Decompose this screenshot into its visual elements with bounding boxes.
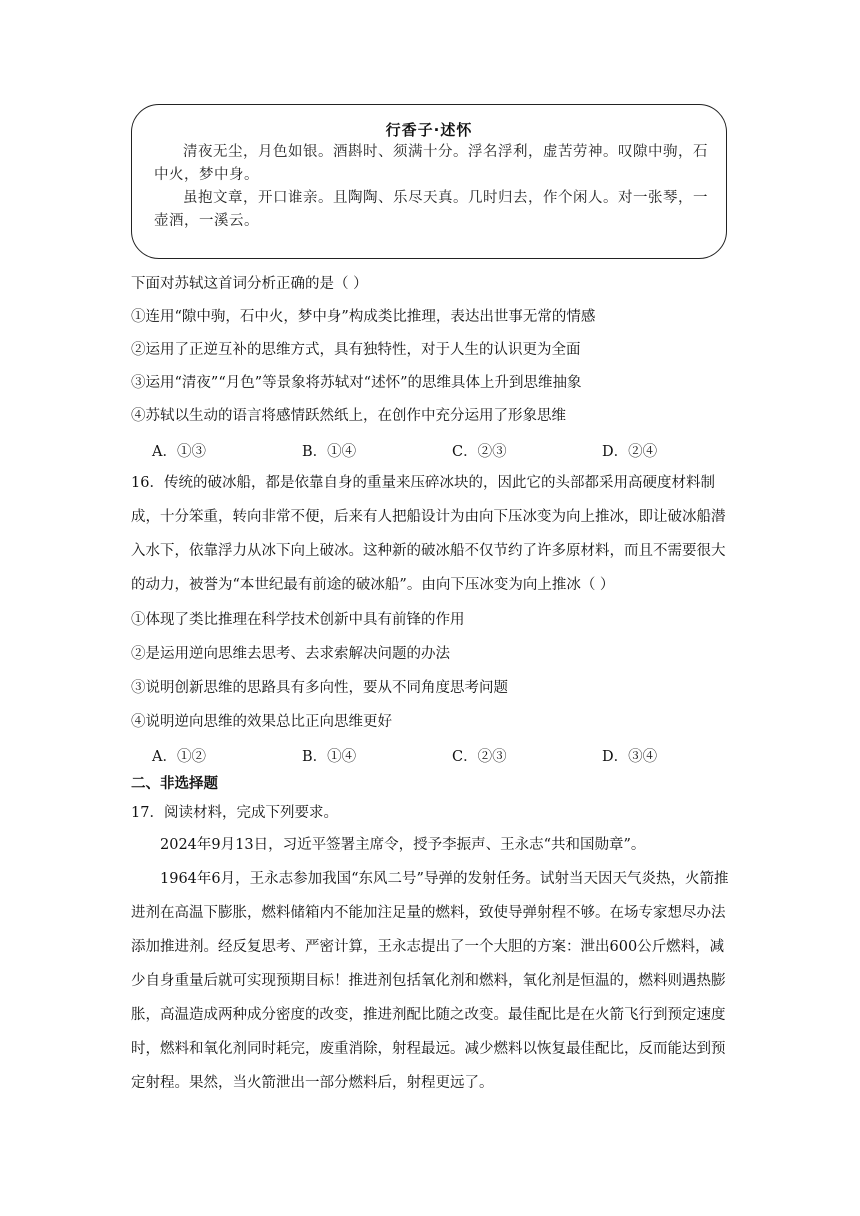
poem-stanza-1: 清夜无尘，月色如银。酒斟时、须满十分。浮名浮利，虚苦劳神。叹隙中驹，石中火，梦中身。 bbox=[154, 144, 708, 183]
poem-title: 行香子·述怀 bbox=[385, 121, 473, 139]
q15-option-b: B．①④ bbox=[302, 444, 357, 460]
q16-options bbox=[152, 745, 752, 766]
q15-options bbox=[152, 440, 752, 461]
q16-option-a: A．①② bbox=[152, 749, 206, 765]
q15-stem: 下面对苏轼这首词分析正确的是（ ） bbox=[131, 276, 368, 292]
q17-paragraph-1: 2024年9月13日，习近平签署主席令，授予李振声、王永志“共和国勋章”。 bbox=[160, 837, 646, 853]
section-heading: 二、非选择题 bbox=[131, 776, 218, 792]
q15-option-d: D．②④ bbox=[602, 444, 658, 460]
poem-text bbox=[154, 141, 708, 233]
q16-stem-block bbox=[131, 466, 731, 602]
q16-item-3: ③说明创新思维的思路具有多向性，要从不同角度思考问题 bbox=[131, 680, 508, 696]
q17-stem: 17．阅读材料，完成下列要求。 bbox=[131, 805, 338, 821]
q15-option-c: C．②③ bbox=[452, 444, 507, 460]
q16-item-2: ②是运用逆向思维去思考、去求索解决问题的办法 bbox=[131, 646, 450, 662]
q15-item-3: ③运用“清夜”“月色”等景象将苏轼对“述怀”的思维具体上升到思维抽象 bbox=[131, 375, 582, 391]
q15-item-2: ②运用了正逆互补的思维方式，具有独特性，对于人生的认识更为全面 bbox=[131, 342, 581, 358]
q15-item-1: ①连用“隙中驹，石中火，梦中身”构成类比推理，表达出世事无常的情感 bbox=[131, 309, 596, 325]
q17-paragraph-2: 1964年6月，王永志参加我国“东风二号”导弹的发射任务。试射当天因天气炎热，火箭推进剂在高温下膨胀，燃料储箱内不能加注足量的燃料，致使导弹射程不够。在场专家想尽办法添加推进剂。经反复思考、严密计算，王永志提出了一个大胆的方案：泄出600公斤燃料，减少自身重量后就可实现预期目标！推进剂包括氧化剂和燃料，氧化剂是恒温的，燃料则遇热膨胀，高温造成两种成分密度的改变，推进剂配比随之改变。最佳配比是在火箭飞行到预定速度时，燃料和氧化剂同时耗完，废重消除，射程最远。减少燃料以恢复最佳配比，反而能达到预定射程。果然，当火箭泄出一部分燃料后，射程更远了。 bbox=[131, 871, 729, 1091]
q16-item-1: ①体现了类比推理在科学技术创新中具有前锋的作用 bbox=[131, 612, 465, 628]
q16-option-b: B．①④ bbox=[302, 749, 357, 765]
q17-material bbox=[131, 828, 731, 1100]
q15-item-4: ④苏轼以生动的语言将感情跃然纸上，在创作中充分运用了形象思维 bbox=[131, 408, 566, 424]
q15-option-a: A．①③ bbox=[152, 444, 206, 460]
poem-stanza-2: 虽抱文章，开口谁亲。且陶陶、乐尽天真。几时归去，作个闲人。对一张琴，一壶酒，一溪云。 bbox=[154, 190, 708, 229]
q16-option-d: D．③④ bbox=[602, 749, 658, 765]
q16-stem: 16．传统的破冰船，都是依靠自身的重量来压碎冰块的，因此它的头部都采用高硬度材料制成，十分笨重，转向非常不便，后来有人把船设计为由向下压冰变为向上推冰，即让破冰船潜入水下，依靠浮力从冰下向上破冰。这种新的破冰船不仅节约了许多原材料，而且不需要很大的动力，被誉为“本世纪最有前途的破冰船”。由向下压冰变为向上推冰（ ） bbox=[131, 475, 726, 593]
q16-option-c: C．②③ bbox=[452, 749, 507, 765]
poem-box bbox=[131, 104, 727, 259]
q16-item-4: ④说明逆向思维的效果总比正向思维更好 bbox=[131, 714, 392, 730]
